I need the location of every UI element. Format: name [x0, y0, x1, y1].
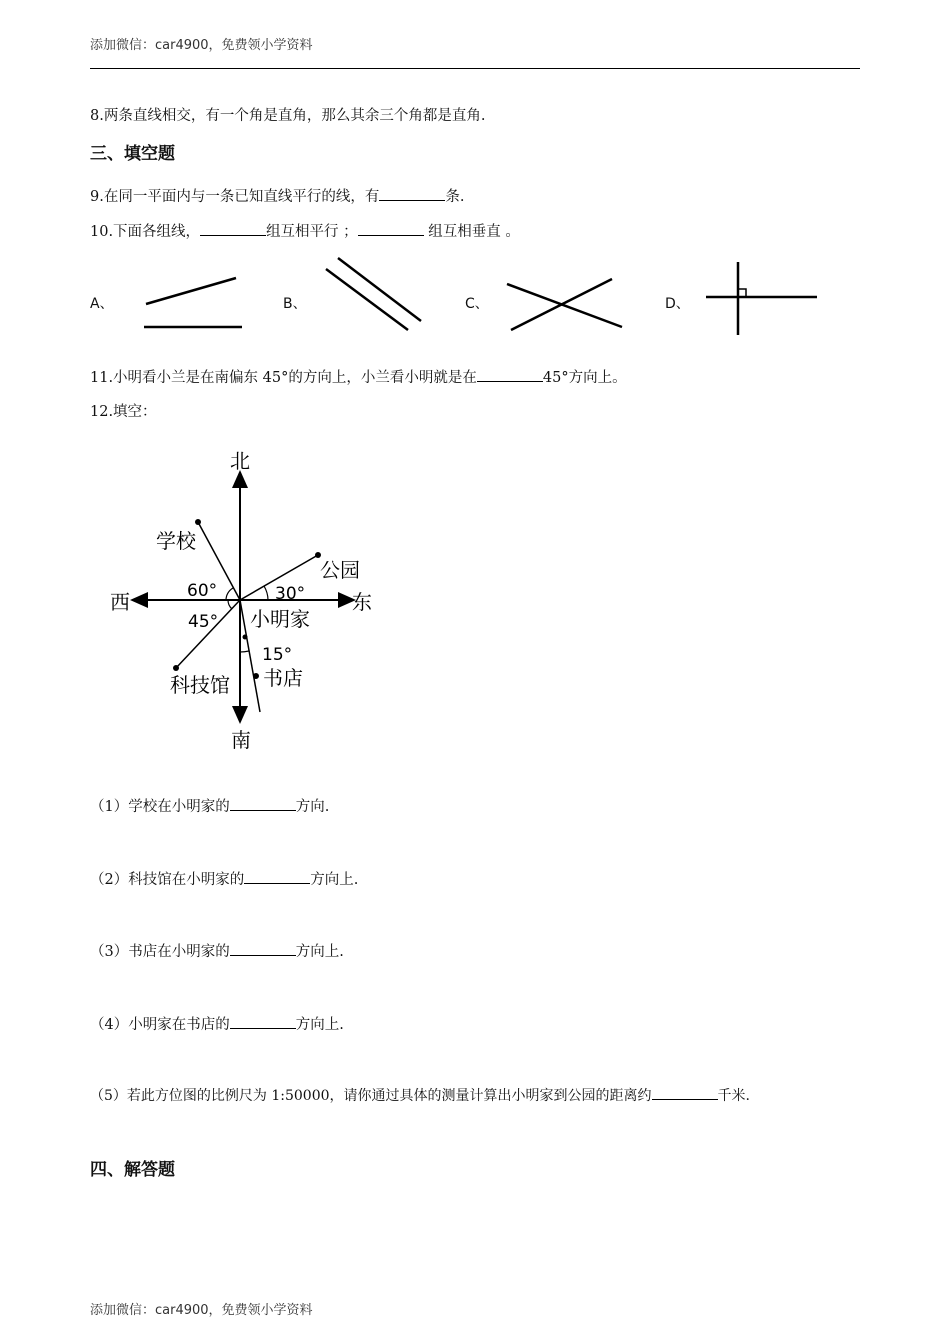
option-c-label: C、: [465, 296, 489, 312]
q10-text-middle: 组互相平行 ；: [266, 224, 358, 240]
q9-text-after: 条.: [445, 189, 465, 205]
sub3-text-after: 方向上.: [295, 944, 344, 960]
label-park: 公园: [320, 558, 360, 582]
arc-15: [240, 651, 249, 652]
q10-text-before: 10.下面各组线，: [90, 224, 201, 240]
arc-45: [228, 600, 232, 609]
sub3-text-before: （3）书店在小明家的: [90, 944, 230, 960]
subquestion-4: [90, 1013, 344, 1034]
option-b-label: B、: [283, 296, 307, 312]
sub1-text-after: 方向.: [295, 799, 330, 815]
arc-30: [264, 586, 268, 600]
sub2-text-before: （2）科技馆在小明家的: [90, 872, 245, 888]
bookstore-dot: [253, 673, 259, 679]
label-east: 东: [352, 590, 372, 614]
sub1-blank[interactable]: [230, 796, 296, 811]
section-4-title: 四、解答题: [90, 1160, 175, 1180]
q10-text-after: 组互相垂直 。: [423, 224, 520, 240]
label-bookstore: 书店: [263, 666, 303, 690]
question-8: 8.两条直线相交，有一个角是直角，那么其余三个角都是直角.: [90, 108, 486, 124]
sub5-text-after: 千米.: [717, 1088, 750, 1104]
label-angle-45: 45°: [188, 612, 219, 632]
arc-60: [226, 588, 233, 600]
label-home: 小明家: [250, 607, 310, 631]
q9-text-before: 9.在同一平面内与一条已知直线平行的线，有: [90, 189, 380, 205]
sub2-text-after: 方向上.: [310, 872, 359, 888]
label-school: 学校: [156, 529, 196, 553]
sub3-blank[interactable]: [230, 941, 296, 956]
page-header: 添加微信：car4900，免费领小学资料: [90, 38, 313, 53]
subquestion-5: [90, 1085, 750, 1105]
question-12: 12.填空：: [90, 404, 157, 420]
subquestion-3: [90, 940, 344, 961]
school-dot: [195, 519, 201, 525]
label-north: 北: [230, 449, 250, 473]
option-d-label: D、: [665, 296, 690, 312]
sub5-blank[interactable]: [652, 1085, 718, 1100]
label-angle-15: 15°: [262, 645, 293, 665]
label-angle-30: 30°: [275, 584, 306, 604]
page-footer: 添加微信：car4900，免费领小学资料: [90, 1303, 313, 1318]
sub4-text-before: （4）小明家在书店的: [90, 1017, 230, 1033]
sub2-blank[interactable]: [244, 869, 310, 884]
sub1-text-before: （1）学校在小明家的: [90, 799, 230, 815]
sub5-text-before: （5）若此方位图的比例尺为 1:50000，请你通过具体的测量计算出小明家到公园的距离约: [90, 1088, 652, 1104]
label-south: 南: [231, 728, 251, 752]
home-dot: [243, 635, 248, 640]
option-a-label: A、: [90, 296, 114, 312]
museum-dot: [173, 665, 179, 671]
label-angle-60: 60°: [187, 581, 218, 601]
subquestion-1: [90, 795, 329, 816]
museum-ray: [176, 600, 240, 668]
q11-text-after: 45°方向上。: [542, 370, 627, 386]
label-west: 西: [110, 590, 130, 614]
q11-text-before: 11.小明看小兰是在南偏东 45°的方向上，小兰看小明就是在: [90, 370, 477, 386]
section-3-title: 三、填空题: [90, 144, 175, 164]
subquestion-2: [90, 868, 358, 889]
sub4-text-after: 方向上.: [295, 1017, 344, 1033]
label-museum: 科技馆: [170, 673, 230, 697]
sub4-blank[interactable]: [230, 1014, 296, 1029]
